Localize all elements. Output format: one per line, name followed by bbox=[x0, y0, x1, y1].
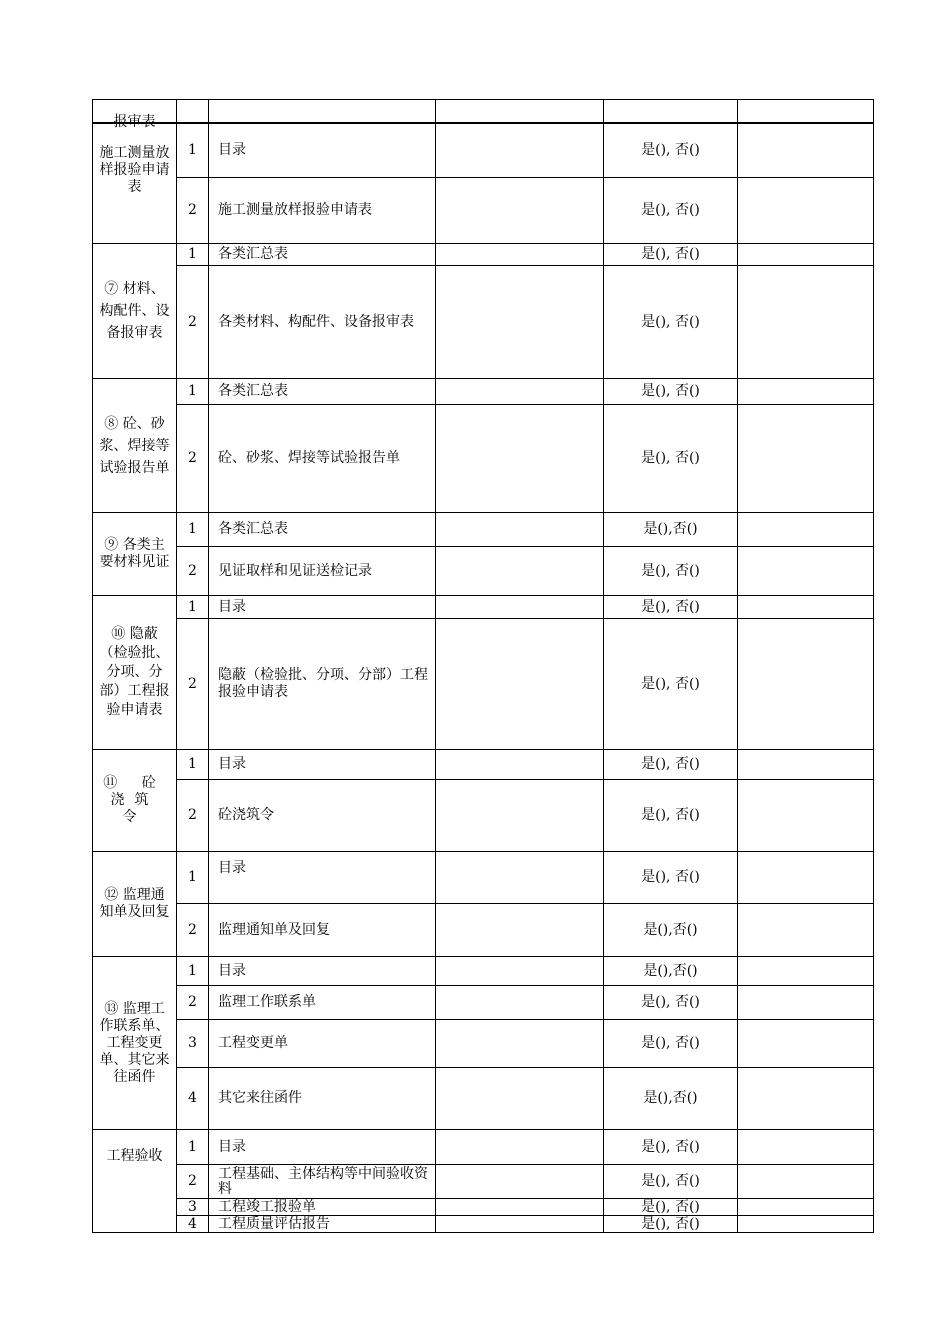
yes-no-check: 是(), 否() bbox=[604, 547, 738, 596]
remark-cell bbox=[738, 1068, 874, 1130]
item-number: 2 bbox=[177, 1165, 209, 1199]
table-row bbox=[93, 904, 874, 957]
item-number: 2 bbox=[177, 986, 209, 1020]
yes-no-check bbox=[604, 100, 738, 123]
category-cell: ⑫ 监理通知单及回复 bbox=[93, 852, 177, 957]
category-label: 施工测量放样报验申请表 bbox=[99, 145, 170, 195]
item-number: 3 bbox=[177, 1199, 209, 1216]
item-name: 见证取样和见证送检记录 bbox=[209, 547, 436, 596]
item-name: 其它来往函件 bbox=[209, 1068, 436, 1130]
remark-cell bbox=[738, 178, 874, 244]
blank-cell bbox=[436, 405, 604, 513]
item-number: 1 bbox=[177, 513, 209, 547]
category-cell: ⑪ 砼浇筑令 bbox=[93, 750, 177, 852]
remark-cell bbox=[738, 904, 874, 957]
yes-no-check: 是(), 否() bbox=[604, 244, 738, 266]
table-row bbox=[93, 957, 874, 986]
item-number: 1 bbox=[177, 750, 209, 780]
blank-cell bbox=[436, 1165, 604, 1199]
yes-no-check: 是(), 否() bbox=[604, 780, 738, 852]
yes-no-check: 是(), 否() bbox=[604, 596, 738, 619]
blank-cell bbox=[436, 986, 604, 1020]
item-number: 2 bbox=[177, 780, 209, 852]
item-name: 工程竣工报验单 bbox=[209, 1199, 436, 1216]
table-row bbox=[93, 1199, 874, 1216]
table-row bbox=[93, 1216, 874, 1233]
remark-cell bbox=[738, 1130, 874, 1165]
blank-cell bbox=[436, 750, 604, 780]
checklist-table bbox=[92, 99, 874, 1233]
item-number: 2 bbox=[177, 405, 209, 513]
remark-cell bbox=[738, 547, 874, 596]
blank-cell bbox=[436, 1020, 604, 1068]
table-row bbox=[93, 178, 874, 244]
table-row bbox=[93, 596, 874, 619]
yes-no-check: 是(), 否() bbox=[604, 405, 738, 513]
table-row bbox=[93, 852, 874, 904]
remark-cell bbox=[738, 1165, 874, 1199]
blank-cell bbox=[436, 619, 604, 750]
category-cell: ⑬ 监理工作联系单、工程变更单、其它来往函件 bbox=[93, 957, 177, 1130]
item-name: 监理通知单及回复 bbox=[209, 904, 436, 957]
table-row bbox=[93, 750, 874, 780]
yes-no-check: 是(), 否() bbox=[604, 266, 738, 379]
blank-cell bbox=[436, 178, 604, 244]
table-row bbox=[93, 379, 874, 405]
remark-cell bbox=[738, 266, 874, 379]
item-name: 工程变更单 bbox=[209, 1020, 436, 1068]
item-number: 3 bbox=[177, 1020, 209, 1068]
item-name: 砼浇筑令 bbox=[209, 780, 436, 852]
item-name: 目录 bbox=[209, 957, 436, 986]
table-row bbox=[93, 1068, 874, 1130]
yes-no-check: 是(), 否() bbox=[604, 1199, 738, 1216]
yes-no-check: 是(),否() bbox=[604, 957, 738, 986]
yes-no-check: 是(),否() bbox=[604, 513, 738, 547]
category-cell: ⑩ 隐蔽（检验批、分项、分部）工程报验申请表 bbox=[93, 596, 177, 750]
table-row bbox=[93, 513, 874, 547]
blank-cell bbox=[436, 1130, 604, 1165]
category-cell bbox=[93, 114, 177, 244]
item-name: 工程基础、主体结构等中间验收资料 bbox=[209, 1165, 436, 1199]
yes-no-check: 是(), 否() bbox=[604, 619, 738, 750]
yes-no-check: 是(), 否() bbox=[604, 750, 738, 780]
yes-no-check: 是(), 否() bbox=[604, 1165, 738, 1199]
blank-cell bbox=[436, 244, 604, 266]
blank-cell bbox=[436, 266, 604, 379]
yes-no-check: 是(), 否() bbox=[604, 178, 738, 244]
blank-cell bbox=[436, 780, 604, 852]
item-number: 1 bbox=[177, 596, 209, 619]
table-row bbox=[93, 100, 874, 123]
blank-cell bbox=[436, 513, 604, 547]
item-name: 监理工作联系单 bbox=[209, 986, 436, 1020]
remark-cell bbox=[738, 957, 874, 986]
item-name: 目录 bbox=[209, 852, 436, 904]
yes-no-check: 是(), 否() bbox=[604, 1216, 738, 1233]
remark-cell bbox=[738, 379, 874, 405]
item-number: 2 bbox=[177, 904, 209, 957]
remark-cell bbox=[738, 1020, 874, 1068]
category-cell: ⑨ 各类主要材料见证 bbox=[93, 513, 177, 596]
blank-cell bbox=[436, 596, 604, 619]
remark-cell bbox=[738, 852, 874, 904]
remark-cell bbox=[738, 244, 874, 266]
item-number bbox=[177, 100, 209, 123]
table-row bbox=[93, 244, 874, 266]
item-number: 1 bbox=[177, 379, 209, 405]
blank-cell bbox=[436, 1068, 604, 1130]
blank-cell bbox=[436, 124, 604, 178]
blank-cell bbox=[436, 547, 604, 596]
table-row bbox=[93, 266, 874, 379]
blank-cell bbox=[436, 1216, 604, 1233]
item-number: 2 bbox=[177, 619, 209, 750]
remark-cell bbox=[738, 124, 874, 178]
item-name: 各类汇总表 bbox=[209, 244, 436, 266]
yes-no-check: 是(), 否() bbox=[604, 986, 738, 1020]
yes-no-check: 是(), 否() bbox=[604, 852, 738, 904]
table-row bbox=[93, 619, 874, 750]
remark-cell bbox=[738, 513, 874, 547]
item-name bbox=[209, 100, 436, 123]
item-name: 施工测量放样报验申请表 bbox=[209, 178, 436, 244]
remark-cell bbox=[738, 1216, 874, 1233]
item-name: 目录 bbox=[209, 596, 436, 619]
yes-no-check: 是(),否() bbox=[604, 1068, 738, 1130]
item-name: 砼、砂浆、焊接等试验报告单 bbox=[209, 405, 436, 513]
item-number: 2 bbox=[177, 178, 209, 244]
remark-cell bbox=[738, 405, 874, 513]
item-name: 各类汇总表 bbox=[209, 513, 436, 547]
table-row bbox=[93, 124, 874, 178]
yes-no-check: 是(), 否() bbox=[604, 1130, 738, 1165]
item-name: 隐蔽（检验批、分项、分部）工程报验申请表 bbox=[209, 619, 436, 750]
item-number: 1 bbox=[177, 124, 209, 178]
item-number: 4 bbox=[177, 1216, 209, 1233]
remark-cell bbox=[738, 596, 874, 619]
yes-no-check: 是(), 否() bbox=[604, 124, 738, 178]
item-number: 1 bbox=[177, 1130, 209, 1165]
item-name: 目录 bbox=[209, 1130, 436, 1165]
blank-cell bbox=[436, 904, 604, 957]
item-number: 1 bbox=[177, 244, 209, 266]
table-row bbox=[93, 1020, 874, 1068]
item-number: 2 bbox=[177, 266, 209, 379]
yes-no-check: 是(), 否() bbox=[604, 1020, 738, 1068]
item-name: 各类汇总表 bbox=[209, 379, 436, 405]
item-number: 4 bbox=[177, 1068, 209, 1130]
table-row bbox=[93, 986, 874, 1020]
category-cell: ⑧ 砼、砂浆、焊接等试验报告单 bbox=[93, 379, 177, 513]
blank-cell bbox=[436, 852, 604, 904]
remark-cell bbox=[738, 619, 874, 750]
item-name: 工程质量评估报告 bbox=[209, 1216, 436, 1233]
remark-cell bbox=[738, 780, 874, 852]
table-row bbox=[93, 1130, 874, 1165]
table-row bbox=[93, 1165, 874, 1199]
table-row bbox=[93, 405, 874, 513]
blank-cell bbox=[436, 957, 604, 986]
item-name: 目录 bbox=[209, 750, 436, 780]
category-cell: ⑦ 材料、构配件、设备报审表 bbox=[93, 244, 177, 379]
item-number: 1 bbox=[177, 852, 209, 904]
blank-cell bbox=[436, 379, 604, 405]
item-name: 目录 bbox=[209, 124, 436, 178]
item-name: 各类材料、构配件、设备报审表 bbox=[209, 266, 436, 379]
yes-no-check: 是(), 否() bbox=[604, 379, 738, 405]
remark-cell bbox=[738, 986, 874, 1020]
table-row bbox=[93, 547, 874, 596]
table-row bbox=[93, 780, 874, 852]
remark-cell bbox=[738, 750, 874, 780]
item-number: 1 bbox=[177, 957, 209, 986]
yes-no-check: 是(),否() bbox=[604, 904, 738, 957]
category-cell: 工程验收 bbox=[93, 1130, 177, 1233]
blank-cell bbox=[436, 100, 604, 123]
remark-cell bbox=[738, 1199, 874, 1216]
blank-cell bbox=[436, 1199, 604, 1216]
category-sub-label: 报审表 bbox=[113, 114, 156, 130]
remark-cell bbox=[738, 100, 874, 123]
item-number: 2 bbox=[177, 547, 209, 596]
